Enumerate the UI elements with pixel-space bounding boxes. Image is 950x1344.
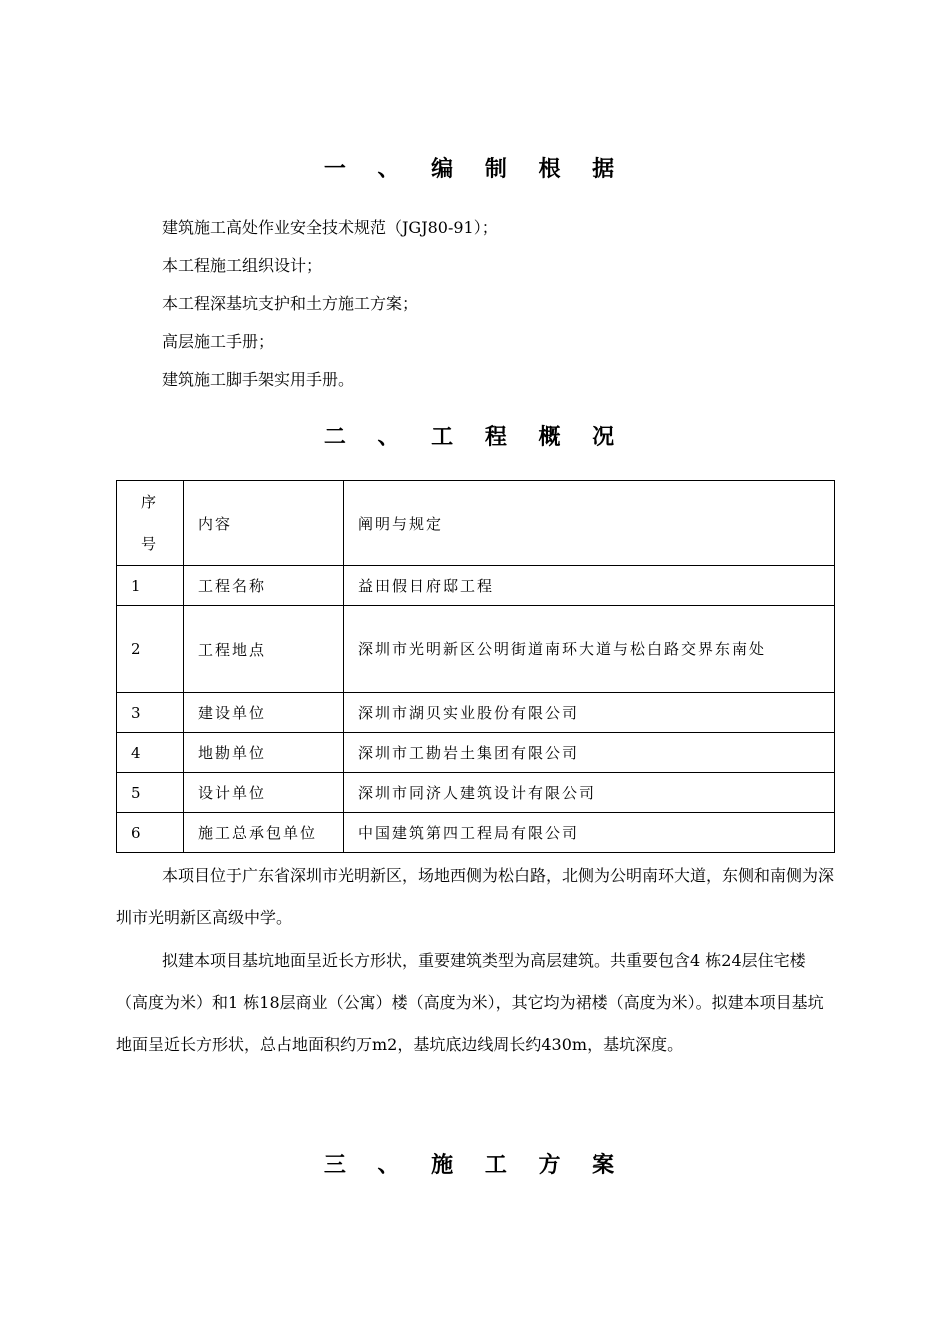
table-row <box>117 566 835 606</box>
section-2-heading: 二 、 工 程 概 况 <box>323 425 627 450</box>
table-row <box>117 773 835 813</box>
header-content-cell: 内容 <box>184 481 344 566</box>
basis-item: 本工程施工组织设计； <box>162 256 323 275</box>
row-num: 4 <box>117 733 184 773</box>
row-content: 设计单位 <box>184 773 344 813</box>
header-num-cell <box>117 481 184 566</box>
basis-item: 本工程深基坑支护和土方施工方案； <box>162 294 419 313</box>
row-num: 3 <box>117 693 184 733</box>
row-desc: 深圳市工勘岩土集团有限公司 <box>344 733 835 773</box>
section-1-heading: 一 、 编 制 根 据 <box>323 157 627 182</box>
row-content: 工程名称 <box>184 566 344 606</box>
project-overview-table <box>116 480 835 853</box>
basis-list <box>162 218 498 408</box>
header-desc-cell: 阐明与规定 <box>344 481 835 566</box>
table-row <box>117 733 835 773</box>
basis-item: 高层施工手册； <box>162 332 275 351</box>
table-row <box>117 606 835 693</box>
row-content: 建设单位 <box>184 693 344 733</box>
row-num: 2 <box>117 606 184 693</box>
row-desc: 深圳市湖贝实业股份有限公司 <box>344 693 835 733</box>
building-paragraph: 拟建本项目基坑地面呈近长方形状，重要建筑类型为高层建筑。共重要包含4 栋24层住宅楼（高度为米）和1 栋18层商业（公寓）楼（高度为米），其它均为裙楼（高度为米）。拟建本项目基坑地面呈近长方形状，总占地面积约万m2，基坑底边线周长约430m，基坑深度。 <box>116 951 824 1054</box>
table-row <box>117 693 835 733</box>
row-num: 1 <box>117 566 184 606</box>
row-num: 6 <box>117 813 184 853</box>
row-num: 5 <box>117 773 184 813</box>
basis-item: 建筑施工高处作业安全技术规范（JGJ80-91）； <box>162 218 498 237</box>
row-content: 地勘单位 <box>184 733 344 773</box>
row-content: 工程地点 <box>184 606 344 693</box>
section-3-heading: 三 、 施 工 方 案 <box>323 1153 627 1178</box>
basis-item: 建筑施工脚手架实用手册。 <box>162 370 355 389</box>
row-desc: 中国建筑第四工程局有限公司 <box>344 813 835 853</box>
row-desc: 深圳市光明新区公明街道南环大道与松白路交界东南处 <box>344 606 835 693</box>
row-desc: 益田假日府邸工程 <box>344 566 835 606</box>
header-num-line2: 号 <box>141 535 159 553</box>
row-desc: 深圳市同济人建筑设计有限公司 <box>344 773 835 813</box>
table-row <box>117 813 835 853</box>
header-num-line1: 序 <box>141 493 159 511</box>
table-header-row <box>117 481 835 566</box>
row-content: 施工总承包单位 <box>184 813 344 853</box>
location-paragraph: 本项目位于广东省深圳市光明新区，场地西侧为松白路，北侧为公明南环大道，东侧和南侧为深圳市光明新区高级中学。 <box>116 866 835 927</box>
